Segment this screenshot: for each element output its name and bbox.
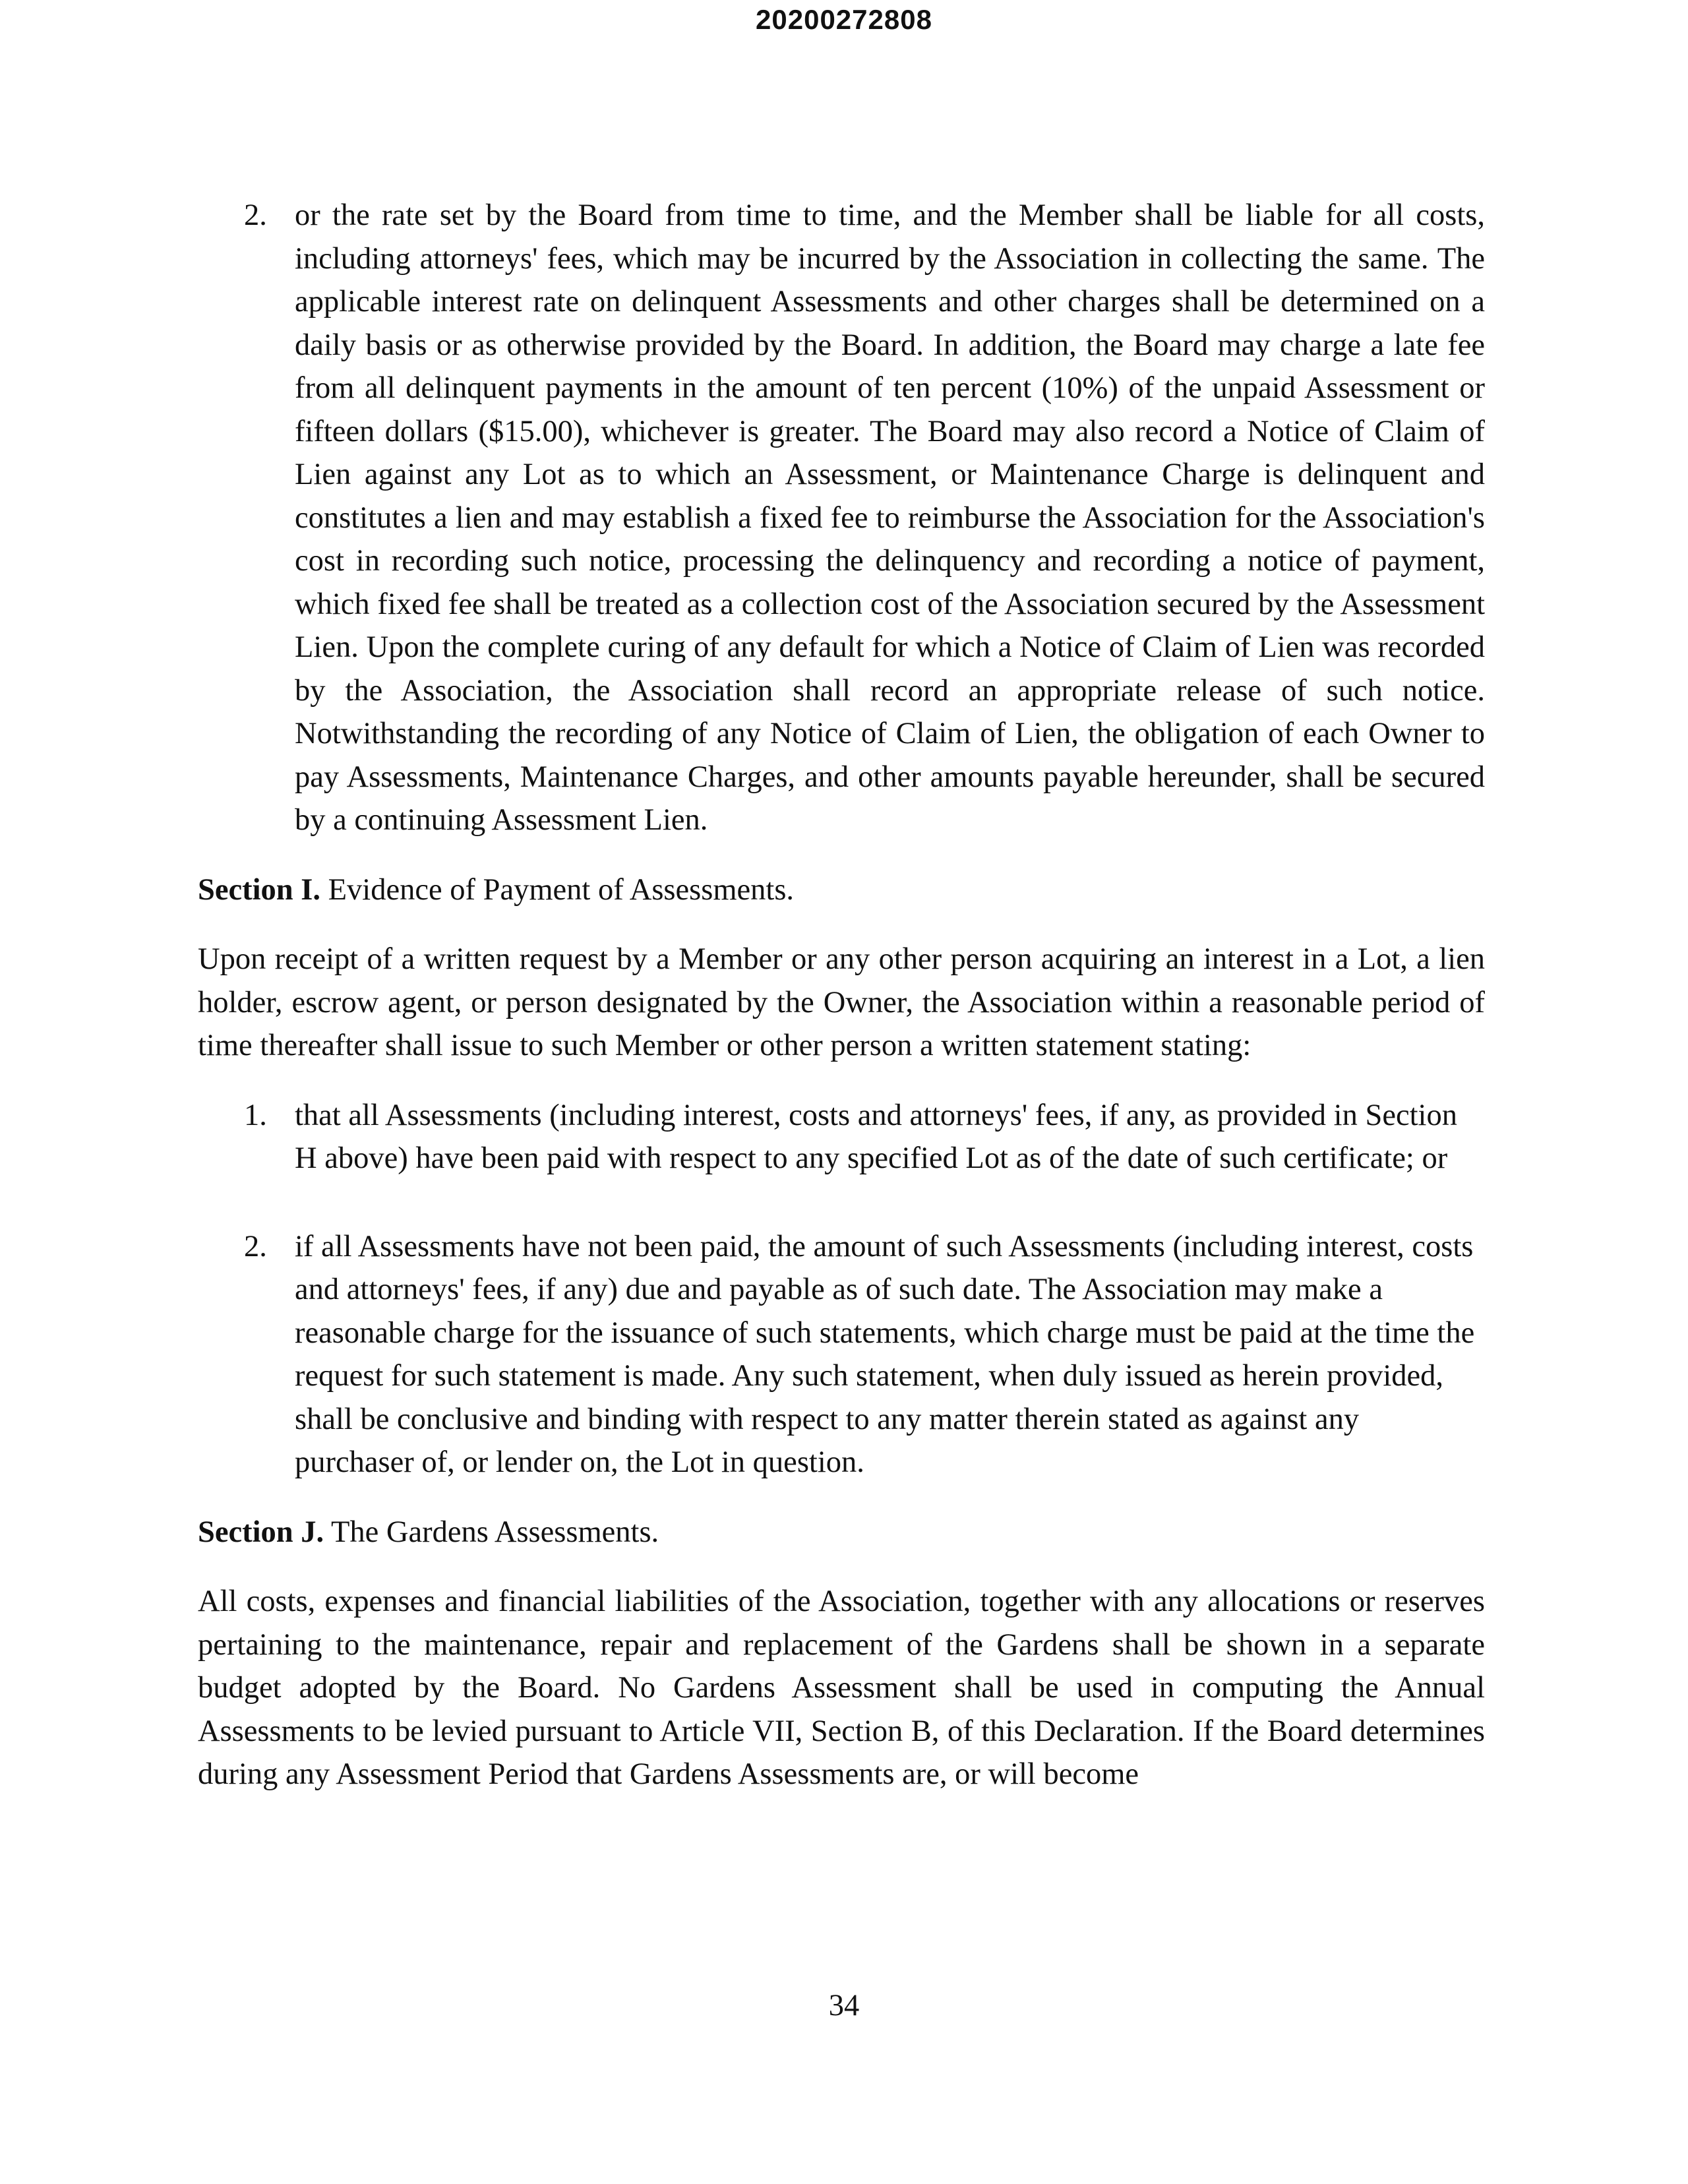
section-i-label: Section I. <box>198 872 320 907</box>
section-j-heading <box>198 1511 1485 1554</box>
section-i-item-1 <box>244 1094 1485 1180</box>
list-item-text: if all Assessments have not been paid, the amount of such Assessments (including interest, costs and attorneys' fees, if any) due and payable as of such date. The Association may make a reasonable charge for the issuance of such statements, which charge must be paid at the time the request for such statement is made. Any such statement, when duly issued as herein provided, shall be conclusive and binding with respect to any matter therein stated as against any purchaser of, or lender on, the Lot in question. <box>295 1229 1475 1479</box>
section-j-title: The Gardens Assessments. <box>324 1515 659 1549</box>
section-i-intro: Upon receipt of a written request by a Member or any other person acquiring an interest in a Lot, a lien holder, escrow agent, or person designated by the Owner, the Association within a reasonable period of time thereafter shall issue to such Member or other person a written statement stating: <box>198 942 1485 1062</box>
list-item-number: 2. <box>244 198 267 232</box>
section-j-label: Section J. <box>198 1515 324 1549</box>
section-i-item-2 <box>244 1225 1485 1484</box>
list-item-number: 1. <box>244 1098 267 1132</box>
document-number: 20200272808 <box>756 4 932 35</box>
section-i-title: Evidence of Payment of Assessments. <box>320 872 795 907</box>
list-item-number: 2. <box>244 1229 267 1263</box>
section-i-heading <box>198 868 1485 912</box>
list-item-text: or the rate set by the Board from time to time, and the Member shall be liable for all costs, including attorneys' fees, which may be incurred by the Association in collecting the same. The applicable interest rate on delinquent Assessments and other charges shall be determined on a daily basis or as otherwise provided by the Board. In addition, the Board may charge a late fee from all delinquent payments in the amount of ten percent (10%) of the unpaid Assessment or fifteen dollars ($15.00), whichever is greater. The Board may also record a Notice of Claim of Lien against any Lot as to which an Assessment, or Maintenance Charge is delinquent and constitutes a lien and may establish a fixed fee to reimburse the Association for the Association's cost in recording such notice, processing the delinquency and recording a notice of payment, which fixed fee shall be treated as a collection cost of the Association secured by the Assessment Lien. Upon the complete curing of any default for which a Notice of Claim of Lien was recorded by the Association, the Association shall record an appropriate release of such notice. Notwithstanding the recording of any Notice of Claim of Lien, the obligation of each Owner to pay Assessments, Maintenance Charges, and other amounts payable hereunder, shall be secured by a continuing Assessment Lien. <box>295 198 1485 837</box>
section-j-body: All costs, expenses and financial liabilities of the Association, together with any allocations or reserves pertaining to the maintenance, repair and replacement of the Gardens shall be shown in a separate budget adopted by the Board. No Gardens Assessment shall be used in computing the Annual Assessments to be levied pursuant to Article VII, Section B, of this Declaration. If the Board determines during any Assessment Period that Gardens Assessments are, or will become <box>198 1585 1485 1791</box>
list-item-text: that all Assessments (including interest, costs and attorneys' fees, if any, as provided in Section H above) have been paid with respect to any specified Lot as of the date of such certificate; or <box>295 1098 1457 1175</box>
page-content <box>198 194 1485 1796</box>
page-number: 34 <box>828 1989 860 2022</box>
list-item-continued <box>244 194 1485 842</box>
